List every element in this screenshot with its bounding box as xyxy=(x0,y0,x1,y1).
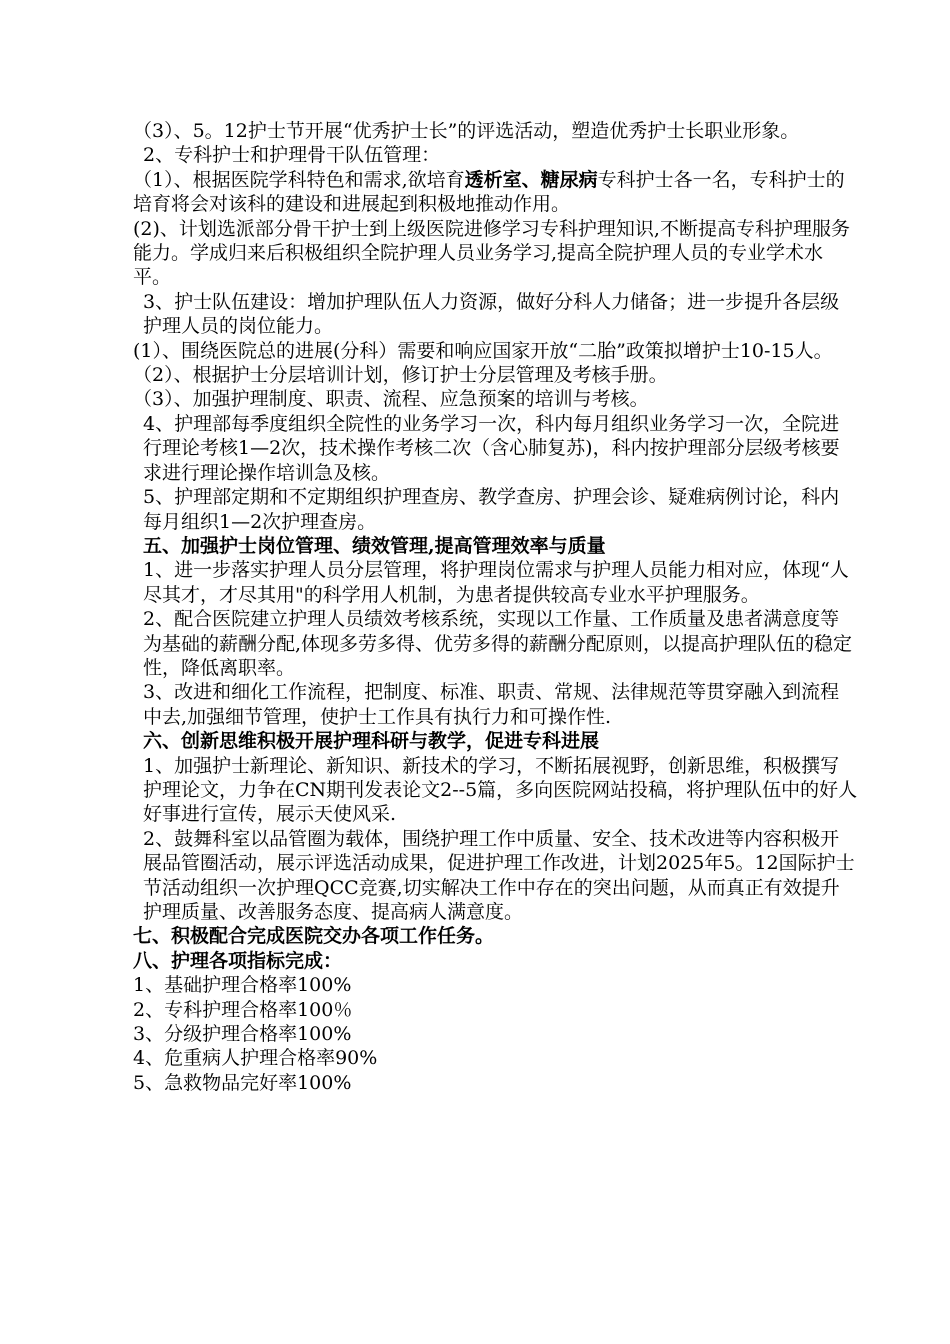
paragraph-ward-rounds: 5、护理部定期和不定期组织护理查房、教学查房、护理会诊、疑难病例讨论，科内每月组织1—2次护理查房。 xyxy=(143,486,840,533)
paragraph-staff-increase: (1）、围绕医院总的进展(分科）需要和响应国家开放“二胎”政策拟增护士10-15人。 xyxy=(133,339,833,362)
list-item: 4、危重病人护理合格率90% xyxy=(133,1047,378,1070)
paragraph-performance-system: 2、配合医院建立护理人员绩效考核系统，实现以工作量、工作质量及患者满意度等为基础的薪酬分配,体现多劳多得、优劳多得的薪酬分配原则，以提高护理队伍的稳定性，降低离职率。 xyxy=(143,608,853,679)
section-heading-8: 八、护理各项指标完成： xyxy=(133,949,343,972)
paragraph-qcc: 2、鼓舞科室以品管圈为载体，围绕护理工作中质量、安全、技术改进等内容积极开展品管圈活动，展示评选活动成果，促进护理工作改进，计划2025年5。12国际护士节活动组织一次护理QCC竞赛,切实解决工作中存在的突出问题，从而真正有效提升护理质量、改善服务态度、提高病人满意度。 xyxy=(143,827,855,923)
paragraph-quarterly-study: 4、护理部每季度组织全院性的业务学习一次，科内每月组织业务学习一次，全院进行理论考核1—2次，技术操作考核二次（含心肺复苏)，科内按护理部分层级考核要求进行理论操作培训急及核。 xyxy=(143,412,840,484)
document-body xyxy=(133,119,858,1095)
paragraph-research: 1、加强护士新理论、新知识、新技术的学习，不断拓展视野，创新思维，积极撰写护理论文，力争在CN期刊发表论文2--5篇，多向医院网站投稿，将护理队伍中的好人好事进行宣传，展示天使风采. xyxy=(143,754,858,826)
bold-departments: 透析室、糖尿病 xyxy=(464,168,598,191)
paragraph-tiered-management: 1、进一步落实护理人员分层管理，将护理岗位需求与护理人员能力相对应，体现“人尽其才，才尽其用"的科学用人机制，为患者提供较高专业水平护理服务。 xyxy=(143,559,849,606)
list-item: 1、基础护理合格率100% xyxy=(133,974,352,997)
paragraph-advanced-study: (2)、计划选派部分骨干护士到上级医院进修学习专科护理知识,不断提高专科护理服务能力。学成归来后积极组织全院护理人员业务学习,提高全院护理人员的专业学术水平。 xyxy=(133,217,850,289)
paragraph-specialist-team: 2、专科护士和护理骨干队伍管理： xyxy=(143,144,441,167)
paragraph-text: （1）、根据医院学科特色和需求,欲培育 xyxy=(133,168,465,191)
paragraph-specialist-training xyxy=(133,168,858,217)
paragraph-rules-training: （3）、加强护理制度、职责、流程、应急预案的培训与考核。 xyxy=(133,388,649,411)
paragraph-tiered-training: （2）、根据护士分层培训计划，修订护士分层管理及考核手册。 xyxy=(133,364,668,387)
list-item: 2、专科护理合格率100％ xyxy=(133,998,353,1021)
paragraph-team-building: 3、护士队伍建设：增加护理队伍人力资源，做好分科人力储备；进一步提升各层级护理人员的岗位能力。 xyxy=(143,290,840,338)
list-item: 5、急救物品完好率100% xyxy=(133,1071,352,1094)
paragraph-workflow: 3、改进和细化工作流程，把制度、标准、职责、常规、法律规范等贯穿融入到流程中去,加强细节管理，使护士工作具有执行力和可操作性. xyxy=(143,681,840,728)
section-heading-7: 七、积极配合完成医院交办各项工作任务。 xyxy=(133,925,495,948)
paragraph-text: 专科护士各一名，专科护士的培育将会对该科的建设和进展起到积极地推动作用。 xyxy=(133,168,845,216)
section-heading-5: 五、加强护士岗位管理、绩效管理,提高管理效率与质量 xyxy=(143,534,606,557)
section-heading-6: 六、创新思维积极开展护理科研与教学，促进专科进展 xyxy=(143,730,600,753)
paragraph-head-nurse-selection: （3）、5。12护士节开展“优秀护士长”的评选活动，塑造优秀护士长职业形象。 xyxy=(133,120,800,142)
list-item: 3、分级护理合格率100% xyxy=(133,1023,352,1046)
